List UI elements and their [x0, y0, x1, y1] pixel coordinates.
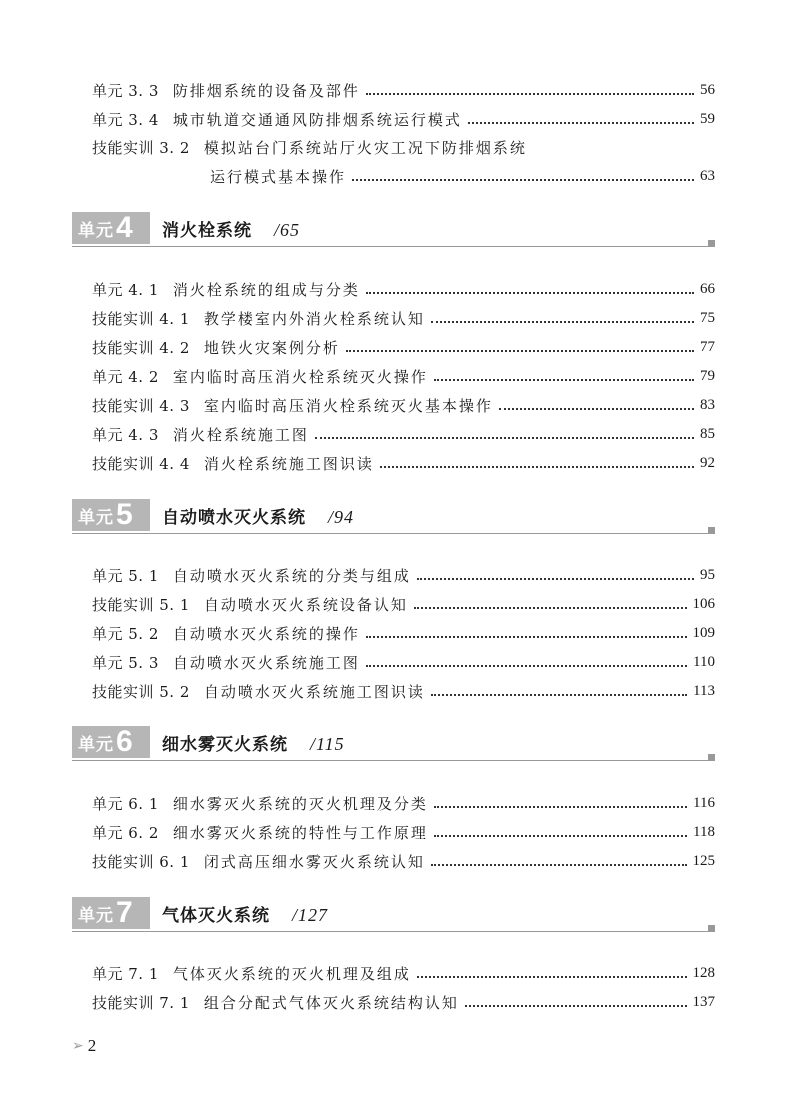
unit-badge-label: 单元 — [78, 905, 114, 926]
entry-page: 116 — [693, 794, 715, 811]
unit-header[interactable] — [72, 726, 715, 758]
entry-title: 消火栓系统施工图识读 — [203, 454, 374, 473]
entry-title: 教学楼室内外消火栓系统认知 — [203, 309, 425, 328]
entry-page: 109 — [692, 624, 715, 641]
entry-code: 技能实训 6. 1 — [92, 852, 190, 871]
toc-entry[interactable] — [92, 106, 715, 132]
dot-leader — [352, 179, 694, 181]
toc-entry[interactable] — [92, 960, 715, 986]
entry-title: 闭式高压细水雾灭火系统认知 — [203, 852, 425, 871]
entry-title: 模拟站台门系统站厅火灾工况下防排烟系统 — [203, 138, 527, 157]
unit-page: /65 — [274, 220, 301, 240]
toc-entry[interactable] — [92, 305, 715, 331]
unit-rule-marker — [708, 240, 715, 246]
entry-title: 运行模式基本操作 — [210, 167, 347, 186]
entry-page: 79 — [700, 367, 715, 384]
entry-code: 单元 3. 3 — [92, 81, 159, 100]
entry-code: 技能实训 5. 1 — [92, 595, 190, 614]
entry-title: 消火栓系统施工图 — [172, 425, 309, 444]
entry-page: 118 — [693, 823, 715, 840]
toc-entry[interactable] — [92, 620, 715, 646]
toc-entry[interactable] — [92, 790, 715, 816]
unit-badge — [72, 726, 150, 758]
entry-page: 128 — [692, 964, 715, 981]
page-number: 2 — [87, 1036, 97, 1055]
entry-code: 单元 7. 1 — [92, 964, 159, 983]
entry-code: 技能实训 5. 2 — [92, 682, 190, 701]
entry-page: 85 — [700, 425, 715, 442]
entry-title: 城市轨道交通通风防排烟系统运行模式 — [172, 110, 462, 129]
entry-page: 56 — [700, 81, 715, 98]
dot-leader — [315, 437, 694, 439]
entry-page: 137 — [692, 993, 715, 1010]
toc-entry[interactable] — [92, 562, 715, 588]
dot-leader — [465, 1005, 687, 1007]
entry-title: 自动喷水灭火系统施工图 — [172, 653, 360, 672]
unit-rule-marker — [708, 527, 715, 533]
unit-badge-label: 单元 — [78, 734, 114, 755]
unit-badge-label: 单元 — [78, 220, 114, 241]
unit-title-text: 细水雾灭火系统 — [162, 735, 288, 755]
entry-code: 单元 5. 3 — [92, 653, 159, 672]
entry-page: 113 — [693, 682, 715, 699]
unit-header[interactable] — [72, 897, 715, 929]
dot-leader — [380, 466, 694, 468]
toc-entry[interactable] — [92, 989, 715, 1015]
entry-code: 技能实训 7. 1 — [92, 993, 190, 1012]
entry-page: 95 — [700, 566, 715, 583]
entry-code: 单元 4. 1 — [92, 280, 159, 299]
entry-title: 消火栓系统的组成与分类 — [172, 280, 360, 299]
entry-title: 室内临时高压消火栓系统灭火基本操作 — [203, 396, 493, 415]
unit-title-text: 自动喷水灭火系统 — [162, 508, 306, 528]
entry-code: 单元 5. 1 — [92, 566, 159, 585]
dot-leader — [431, 864, 687, 866]
unit-badge — [72, 212, 150, 244]
unit-rule-marker — [708, 925, 715, 931]
entry-title: 自动喷水灭火系统施工图识读 — [203, 682, 425, 701]
entry-title: 自动喷水灭火系统设备认知 — [203, 595, 408, 614]
unit-rule — [72, 760, 715, 761]
unit-title — [162, 901, 328, 926]
entry-title: 室内临时高压消火栓系统灭火操作 — [172, 367, 428, 386]
toc-entry[interactable] — [92, 276, 715, 302]
entry-code: 单元 5. 2 — [92, 624, 159, 643]
entry-title: 气体灭火系统的灭火机理及组成 — [172, 964, 411, 983]
unit-header[interactable] — [72, 212, 715, 244]
dot-leader — [346, 350, 694, 352]
entry-title: 细水雾灭火系统的灭火机理及分类 — [172, 794, 428, 813]
entry-page: 106 — [692, 595, 715, 612]
toc-entry[interactable] — [92, 591, 715, 617]
unit-badge-label: 单元 — [78, 507, 114, 528]
entry-code: 技能实训 4. 4 — [92, 454, 190, 473]
unit-badge-number: 4 — [116, 211, 133, 244]
entry-code: 技能实训 3. 2 — [92, 138, 190, 157]
entry-title: 自动喷水灭火系统的操作 — [172, 624, 360, 643]
arrow-icon: ➢ — [72, 1038, 84, 1054]
dot-leader — [366, 93, 694, 95]
dot-leader — [366, 292, 694, 294]
entry-title: 地铁火灾案例分析 — [203, 338, 340, 357]
toc-entry[interactable] — [92, 848, 715, 874]
toc-entry[interactable] — [92, 819, 715, 845]
entry-code: 单元 4. 2 — [92, 367, 159, 386]
entry-page: 63 — [700, 167, 715, 184]
dot-leader — [366, 665, 687, 667]
entry-code: 单元 3. 4 — [92, 110, 159, 129]
unit-rule-marker — [708, 754, 715, 760]
entry-title: 细水雾灭火系统的特性与工作原理 — [172, 823, 428, 842]
entry-title: 防排烟系统的设备及部件 — [172, 81, 360, 100]
toc-entry[interactable] — [92, 134, 715, 160]
unit-badge-number: 7 — [116, 896, 133, 929]
entry-code: 单元 6. 1 — [92, 794, 159, 813]
unit-page: /127 — [292, 905, 329, 925]
dot-leader — [431, 694, 687, 696]
entry-page: 125 — [692, 852, 715, 869]
entry-code: 单元 4. 3 — [92, 425, 159, 444]
entry-title: 自动喷水灭火系统的分类与组成 — [172, 566, 411, 585]
toc-entry[interactable] — [92, 450, 715, 476]
entry-code: 技能实训 4. 1 — [92, 309, 190, 328]
unit-header[interactable] — [72, 499, 715, 531]
toc-entry[interactable] — [92, 649, 715, 675]
unit-rule — [72, 533, 715, 534]
dot-leader — [366, 636, 687, 638]
unit-rule — [72, 931, 715, 932]
entry-code: 技能实训 4. 2 — [92, 338, 190, 357]
entry-code: 单元 6. 2 — [92, 823, 159, 842]
toc-entry[interactable] — [92, 421, 715, 447]
unit-badge — [72, 897, 150, 929]
entry-page: 75 — [700, 309, 715, 326]
unit-badge-number: 5 — [116, 498, 133, 531]
toc-entry[interactable] — [92, 678, 715, 704]
unit-badge-number: 6 — [116, 725, 133, 758]
unit-page: /115 — [310, 734, 345, 754]
unit-title — [162, 503, 354, 528]
dot-leader — [431, 321, 694, 323]
page-footer — [72, 1036, 96, 1056]
toc-entry[interactable] — [92, 363, 715, 389]
entry-page: 92 — [700, 454, 715, 471]
entry-page: 110 — [693, 653, 715, 670]
dot-leader — [434, 806, 687, 808]
unit-title — [162, 216, 300, 241]
unit-title-text: 消火栓系统 — [162, 221, 252, 241]
entry-title: 组合分配式气体灭火系统结构认知 — [203, 993, 459, 1012]
entry-page: 59 — [700, 110, 715, 127]
unit-title — [162, 730, 345, 755]
entry-page: 66 — [700, 280, 715, 297]
dot-leader — [417, 578, 694, 580]
unit-badge — [72, 499, 150, 531]
dot-leader — [414, 607, 687, 609]
dot-leader — [499, 408, 694, 410]
toc-entry[interactable] — [92, 392, 715, 418]
entry-page: 83 — [700, 396, 715, 413]
dot-leader — [468, 122, 694, 124]
unit-rule — [72, 246, 715, 247]
entry-page: 77 — [700, 338, 715, 355]
dot-leader — [417, 976, 687, 978]
entry-code: 技能实训 4. 3 — [92, 396, 190, 415]
dot-leader — [434, 379, 694, 381]
toc-entry[interactable] — [92, 77, 715, 103]
unit-title-text: 气体灭火系统 — [162, 906, 270, 926]
toc-entry-continuation[interactable] — [92, 163, 715, 189]
unit-page: /94 — [328, 507, 355, 527]
toc-entry[interactable] — [92, 334, 715, 360]
dot-leader — [434, 835, 687, 837]
